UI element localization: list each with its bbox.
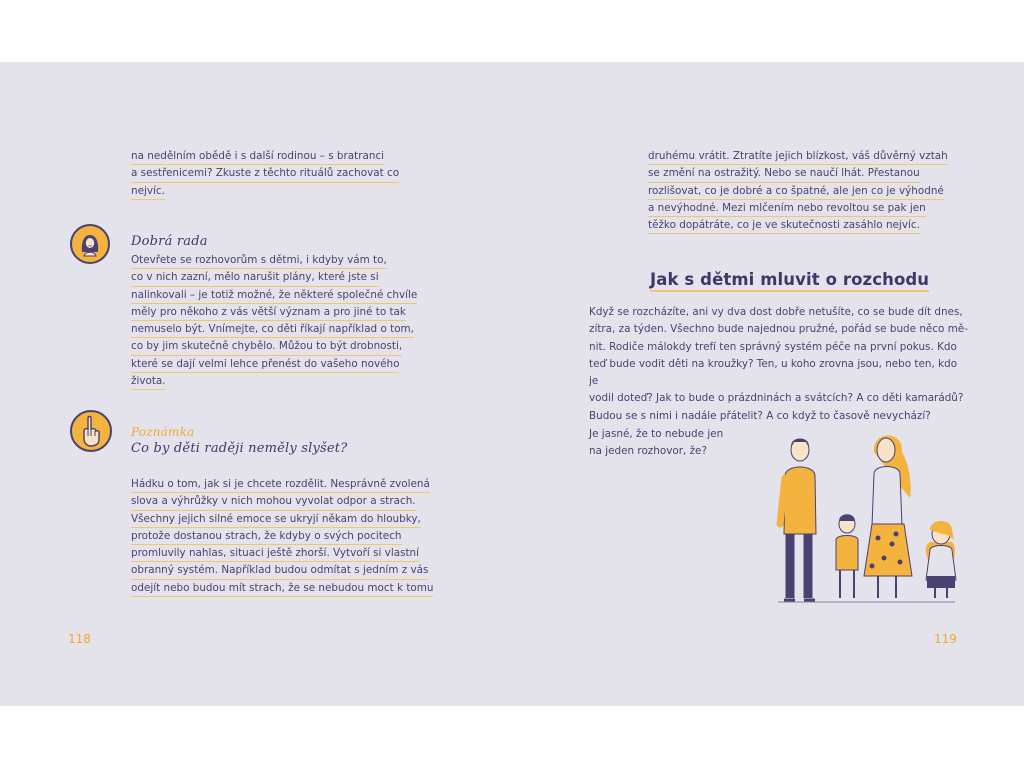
raised-finger-icon [70, 410, 112, 452]
text-line: měly pro někoho z vás větší význam a pro jiné to tak [131, 304, 441, 321]
right-top-paragraph [648, 148, 958, 234]
left-intro-paragraph [131, 148, 431, 200]
boy-figure [836, 514, 858, 598]
text-line: Budou se s nimi i nadále přátelit? A co když to časově nevychází? [589, 409, 931, 422]
text-line: teď bude vodit děti na kroužky? Ten, u koho zrovna jsou, nebo ten, kdo je [589, 357, 958, 388]
father-figure [780, 439, 816, 601]
text-line: protože dostanou strach, že kdyby o svých pocitech [131, 528, 441, 545]
girl-figure [926, 521, 956, 598]
woman-thinking-icon [70, 224, 110, 264]
note-paragraph [131, 476, 441, 597]
right-closing-paragraph [589, 426, 749, 461]
right-body-paragraph [589, 304, 969, 425]
text-line: co v nich zazní, mělo narušit plány, které jste si [131, 269, 441, 286]
text-line: promluvily nahlas, situaci ještě zhorší. Vytvoří si vlastní [131, 545, 441, 562]
text-line: a sestřenicemi? Zkuste z těchto rituálů zachovat co [131, 165, 431, 182]
text-line: slova a výhrůžky v nich mohou vyvolat odpor a strach. [131, 493, 441, 510]
note-label: Poznámka [131, 425, 195, 439]
text-line: nemuselo být. Vnímejte, co děti říkají například o tom, [131, 321, 441, 338]
text-line: na jeden rozhovor, že? [589, 445, 707, 458]
note-title: Co by děti raději neměly slyšet? [131, 441, 348, 456]
text-line: zítra, za týden. Všechno bude najednou pružné, pořád se bude něco mě- [589, 323, 968, 336]
text-line: které se dají velmi lehce přenést do vašeho nového [131, 356, 441, 373]
text-line: nalinkovali – je totiž možné, že některé společné chvíle [131, 287, 441, 304]
text-line: vodil doteď? Jak to bude o prázdninách a svátcích? A co děti kamarádů? [589, 392, 964, 405]
page-number-left: 118 [68, 632, 91, 646]
text-line: nejvíc. [131, 183, 431, 200]
tip-title: Dobrá rada [131, 234, 208, 249]
text-line: Hádku o tom, jak si je chcete rozdělit. Nesprávně zvolená [131, 476, 441, 493]
text-line: Je jasné, že to nebude jen [589, 428, 724, 440]
text-line: Otevřete se rozhovorům s dětmi, i kdyby vám to, [131, 252, 441, 269]
family-illustration [770, 426, 960, 606]
text-line: obranný systém. Například budou odmítat s jedním z vás [131, 562, 441, 579]
text-line: rozlišovat, co je dobré a co špatné, ale jen co je výhodné [648, 183, 958, 200]
text-line: těžko dopátráte, co je ve skutečnosti zasáhlo nejvíc. [648, 217, 958, 234]
tip-block [131, 234, 441, 390]
text-line: na nedělním obědě i s další rodinou – s bratranci [131, 148, 431, 165]
text-line: nit. Rodiče málokdy trefí ten správný systém péče na první pokus. Kdo [589, 340, 957, 353]
text-line: Když se rozcházíte, ani vy dva dost dobře netušíte, co se bude dít dnes, [589, 306, 963, 318]
text-line: a nevýhodné. Mezi mlčením nebo revoltou se pak jen [648, 200, 958, 217]
text-line: druhému vrátit. Ztratíte jejich blízkost, váš důvěrný vztah [648, 148, 958, 165]
text-line: Všechny jejich silné emoce se ukryjí někam do hloubky, [131, 511, 441, 528]
text-line: života. [131, 373, 441, 390]
section-heading: Jak s dětmi mluvit o rozchodu [650, 270, 929, 289]
page-number-right: 119 [934, 632, 957, 646]
text-line: odejít nebo budou mít strach, že se nebudou moct k tomu [131, 580, 441, 597]
note-block [131, 424, 441, 457]
mother-figure [864, 436, 912, 599]
book-spread [0, 62, 1024, 706]
text-line: se změní na ostražitý. Nebo se naučí lhát. Přestanou [648, 165, 958, 182]
text-line: co by jim skutečně chybělo. Můžou to být drobnosti, [131, 338, 441, 355]
